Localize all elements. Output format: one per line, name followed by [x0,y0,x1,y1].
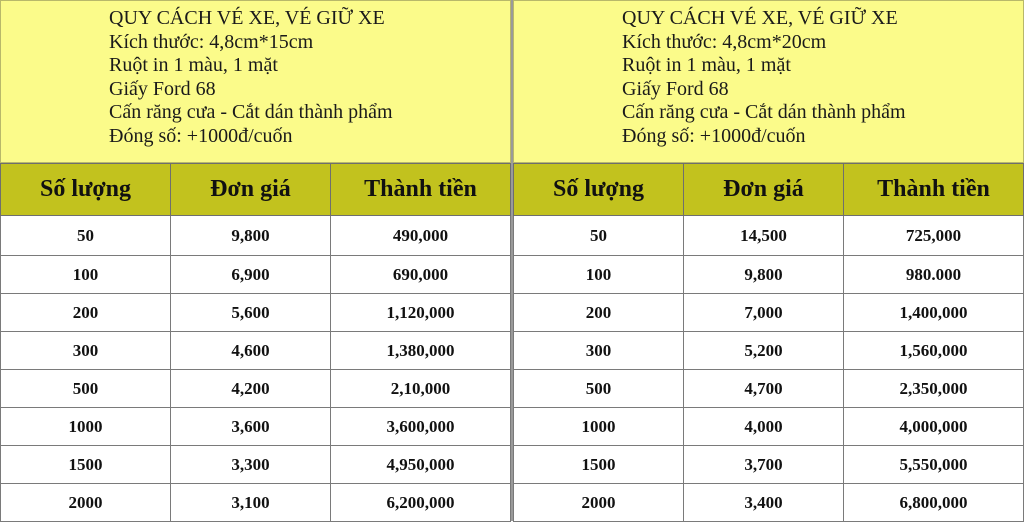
total-cell: 1,560,000 [844,332,1024,370]
total-cell: 6,200,000 [331,484,511,522]
spec-size: Kích thước: 4,8cm*20cm [622,30,827,53]
unit-price-cell: 3,400 [684,484,844,522]
unit-price-cell: 9,800 [684,256,844,294]
unit-price-cell: 4,000 [684,408,844,446]
table-row [514,256,1024,294]
unit-price-cell: 9,800 [171,216,331,256]
spec-paper: Giấy Ford 68 [622,77,729,100]
table-row [514,408,1024,446]
unit-price-cell: 3,600 [171,408,331,446]
header-total: Thành tiền [331,164,511,216]
total-cell: 1,120,000 [331,294,511,332]
table-row [1,484,511,522]
quantity-cell: 100 [1,256,171,294]
table-row [1,294,511,332]
total-cell: 2,350,000 [844,370,1024,408]
total-cell: 725,000 [844,216,1024,256]
total-cell: 3,600,000 [331,408,511,446]
spec-box [0,0,511,163]
quantity-cell: 500 [1,370,171,408]
header-total: Thành tiền [844,164,1024,216]
total-cell: 1,380,000 [331,332,511,370]
unit-price-cell: 3,700 [684,446,844,484]
unit-price-cell: 5,600 [171,294,331,332]
header-quantity: Số lượng [1,164,171,216]
table-row [1,408,511,446]
quantity-cell: 500 [514,370,684,408]
spec-finishing: Cấn răng cưa - Cắt dán thành phẩm [109,101,393,124]
table-header-row [514,164,1024,216]
table-row [1,332,511,370]
quantity-cell: 200 [1,294,171,332]
price-panel-right [513,0,1024,521]
table-header-row [1,164,511,216]
table-row [1,256,511,294]
quantity-cell: 300 [514,332,684,370]
unit-price-cell: 14,500 [684,216,844,256]
total-cell: 980.000 [844,256,1024,294]
spec-numbering: Đóng số: +1000đ/cuốn [109,124,293,147]
unit-price-cell: 7,000 [684,294,844,332]
unit-price-cell: 3,300 [171,446,331,484]
spec-title: QUY CÁCH VÉ XE, VÉ GIỮ XE [109,7,385,29]
table-row [1,216,511,256]
total-cell: 1,400,000 [844,294,1024,332]
unit-price-cell: 4,700 [684,370,844,408]
spec-print: Ruột in 1 màu, 1 mặt [622,54,791,77]
quantity-cell: 1000 [514,408,684,446]
spec-list [109,7,393,149]
unit-price-cell: 4,600 [171,332,331,370]
spec-size: Kích thước: 4,8cm*15cm [109,30,314,53]
spec-title: QUY CÁCH VÉ XE, VÉ GIỮ XE [622,7,898,29]
table-row [514,216,1024,256]
quantity-cell: 2000 [514,484,684,522]
total-cell: 4,950,000 [331,446,511,484]
quantity-cell: 2000 [1,484,171,522]
quantity-cell: 50 [1,216,171,256]
spec-finishing: Cấn răng cưa - Cắt dán thành phẩm [622,101,906,124]
price-panel-left [0,0,511,521]
quantity-cell: 1500 [1,446,171,484]
spec-print: Ruột in 1 màu, 1 mặt [109,54,278,77]
quantity-cell: 1500 [514,446,684,484]
unit-price-cell: 5,200 [684,332,844,370]
quantity-cell: 50 [514,216,684,256]
quantity-cell: 300 [1,332,171,370]
total-cell: 5,550,000 [844,446,1024,484]
header-unit-price: Đơn giá [171,164,331,216]
total-cell: 6,800,000 [844,484,1024,522]
spec-box [513,0,1024,163]
quantity-cell: 200 [514,294,684,332]
unit-price-cell: 3,100 [171,484,331,522]
table-row [514,484,1024,522]
header-unit-price: Đơn giá [684,164,844,216]
table-row [514,332,1024,370]
unit-price-cell: 4,200 [171,370,331,408]
total-cell: 4,000,000 [844,408,1024,446]
quantity-cell: 100 [514,256,684,294]
unit-price-cell: 6,900 [171,256,331,294]
table-row [514,446,1024,484]
price-table [0,163,511,522]
total-cell: 690,000 [331,256,511,294]
header-quantity: Số lượng [514,164,684,216]
spec-paper: Giấy Ford 68 [109,77,216,100]
price-table [513,163,1024,522]
table-row [514,294,1024,332]
spec-numbering: Đóng số: +1000đ/cuốn [622,124,806,147]
total-cell: 2,10,000 [331,370,511,408]
spec-list [622,7,906,149]
total-cell: 490,000 [331,216,511,256]
table-row [1,446,511,484]
quantity-cell: 1000 [1,408,171,446]
table-row [514,370,1024,408]
table-row [1,370,511,408]
